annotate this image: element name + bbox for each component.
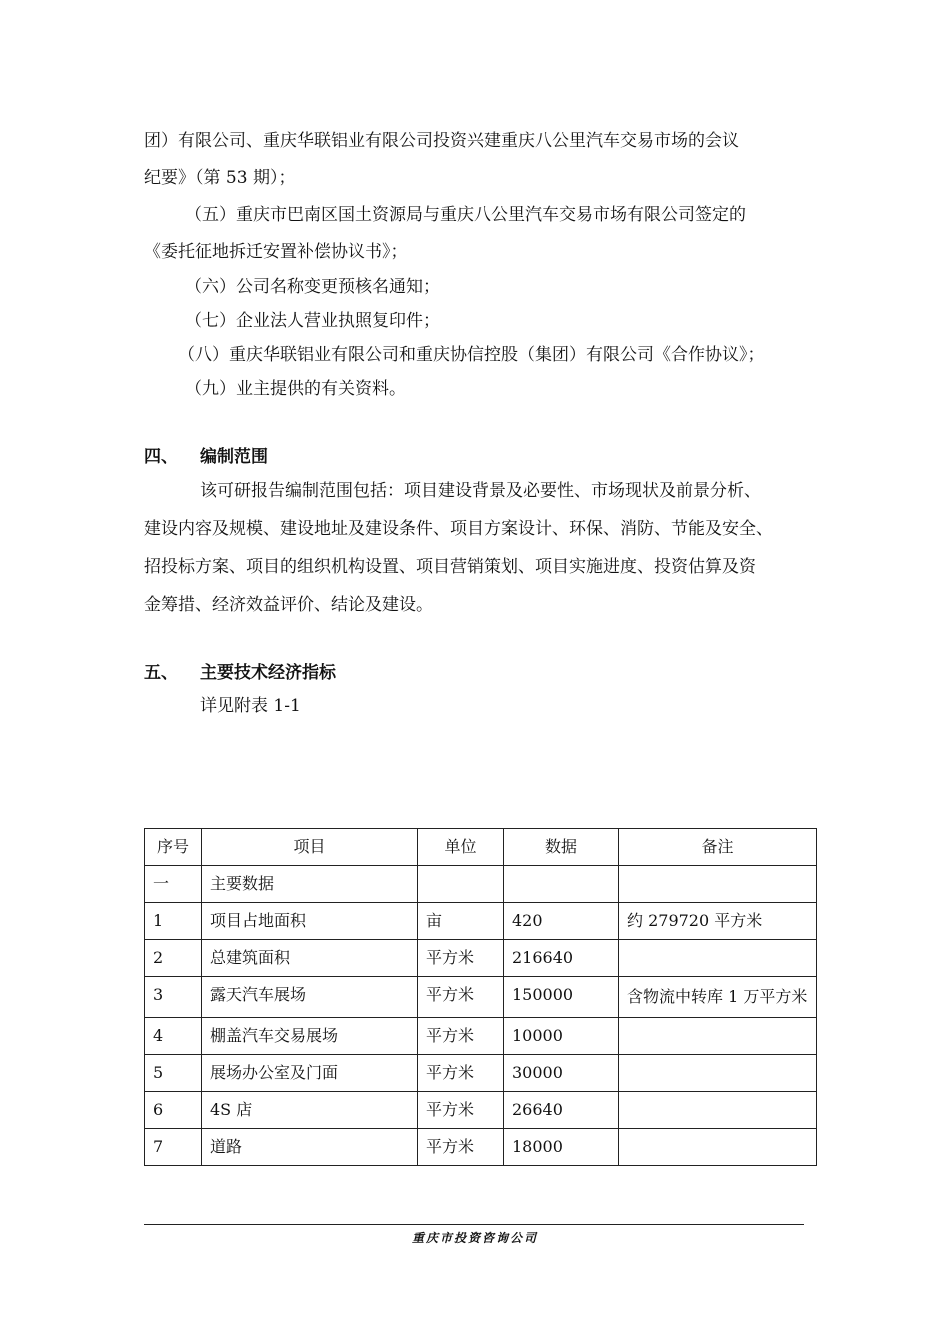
cell-remark [619, 940, 817, 977]
table-row [145, 1018, 817, 1055]
header-item: 项目 [202, 829, 418, 866]
cell-remark [619, 1055, 817, 1092]
header-unit: 单位 [418, 829, 504, 866]
paragraph-line: 团）有限公司、重庆华联铝业有限公司投资兴建重庆八公里汽车交易市场的会议 [144, 131, 739, 151]
section-heading-4 [144, 442, 268, 467]
header-no: 序号 [145, 829, 202, 866]
footer-divider [144, 1224, 804, 1225]
section-number: 四、 [144, 447, 178, 467]
table-row [145, 1055, 817, 1092]
section-title: 编制范围 [200, 447, 268, 467]
cell-no: 一 [145, 866, 202, 903]
cell-remark [619, 866, 817, 903]
cell-item: 总建筑面积 [202, 940, 418, 977]
cell-no: 7 [145, 1129, 202, 1166]
cell-remark [619, 1129, 817, 1166]
table-row [145, 1129, 817, 1166]
cell-unit: 平方米 [418, 1018, 504, 1055]
section-number: 五、 [144, 663, 178, 683]
list-item-5: （五）重庆市巴南区国土资源局与重庆八公里汽车交易市场有限公司签定的 [185, 205, 746, 225]
cell-no: 1 [145, 903, 202, 940]
cell-value: 150000 [504, 977, 619, 1018]
cell-unit: 亩 [418, 903, 504, 940]
header-value: 数据 [504, 829, 619, 866]
table-header-row [145, 829, 817, 866]
cell-remark [619, 1092, 817, 1129]
cell-no: 6 [145, 1092, 202, 1129]
cell-unit: 平方米 [418, 1129, 504, 1166]
cell-unit: 平方米 [418, 1092, 504, 1129]
cell-value: 26640 [504, 1092, 619, 1129]
cell-value [504, 866, 619, 903]
list-item-8: （八）重庆华联铝业有限公司和重庆协信控股（集团）有限公司《合作协议》； [178, 345, 765, 365]
table-row [145, 903, 817, 940]
cell-unit: 平方米 [418, 977, 504, 1018]
list-item-7: （七）企业法人营业执照复印件； [185, 311, 440, 331]
table-row [145, 977, 817, 1018]
cell-no: 3 [145, 977, 202, 1018]
cell-item: 道路 [202, 1129, 418, 1166]
cell-value: 30000 [504, 1055, 619, 1092]
section-title: 主要技术经济指标 [200, 663, 336, 683]
cell-item: 项目占地面积 [202, 903, 418, 940]
cell-item: 4S 店 [202, 1092, 418, 1129]
section-heading-5 [144, 658, 336, 683]
section4-text-line: 金筹措、经济效益评价、结论及建设。 [144, 595, 433, 615]
section4-text-line: 建设内容及规模、建设地址及建设条件、项目方案设计、环保、消防、节能及安全、 [144, 519, 773, 539]
cell-value: 10000 [504, 1018, 619, 1055]
paragraph-line: 纪要》（第 53 期）； [144, 168, 296, 188]
cell-remark: 约 279720 平方米 [619, 903, 817, 940]
cell-unit [418, 866, 504, 903]
list-item-9: （九）业主提供的有关资料。 [185, 379, 406, 399]
section4-text-line: 招投标方案、项目的组织机构设置、项目营销策划、项目实施进度、投资估算及资 [144, 557, 756, 577]
cell-item: 露天汽车展场 [202, 977, 418, 1018]
cell-value: 420 [504, 903, 619, 940]
cell-no: 4 [145, 1018, 202, 1055]
indicators-table [144, 828, 817, 1166]
table-reference-note: 详见附表 1-1 [200, 696, 301, 716]
cell-unit: 平方米 [418, 1055, 504, 1092]
section4-text-line: 该可研报告编制范围包括：项目建设背景及必要性、市场现状及前景分析、 [200, 481, 761, 501]
cell-remark [619, 1018, 817, 1055]
table-row [145, 866, 817, 903]
list-item-5-continued: 《委托征地拆迁安置补偿协议书》； [144, 242, 408, 262]
footer-company-name: 重庆市投资咨询公司 [411, 1231, 538, 1245]
list-item-6: （六）公司名称变更预核名通知； [185, 277, 440, 297]
cell-remark: 含物流中转库 1 万平方米 [619, 977, 817, 1018]
cell-no: 2 [145, 940, 202, 977]
table-row [145, 940, 817, 977]
cell-value: 216640 [504, 940, 619, 977]
cell-no: 5 [145, 1055, 202, 1092]
cell-item: 主要数据 [202, 866, 418, 903]
cell-unit: 平方米 [418, 940, 504, 977]
table-row [145, 1092, 817, 1129]
cell-value: 18000 [504, 1129, 619, 1166]
cell-item: 展场办公室及门面 [202, 1055, 418, 1092]
cell-item: 棚盖汽车交易展场 [202, 1018, 418, 1055]
header-remark: 备注 [619, 829, 817, 866]
